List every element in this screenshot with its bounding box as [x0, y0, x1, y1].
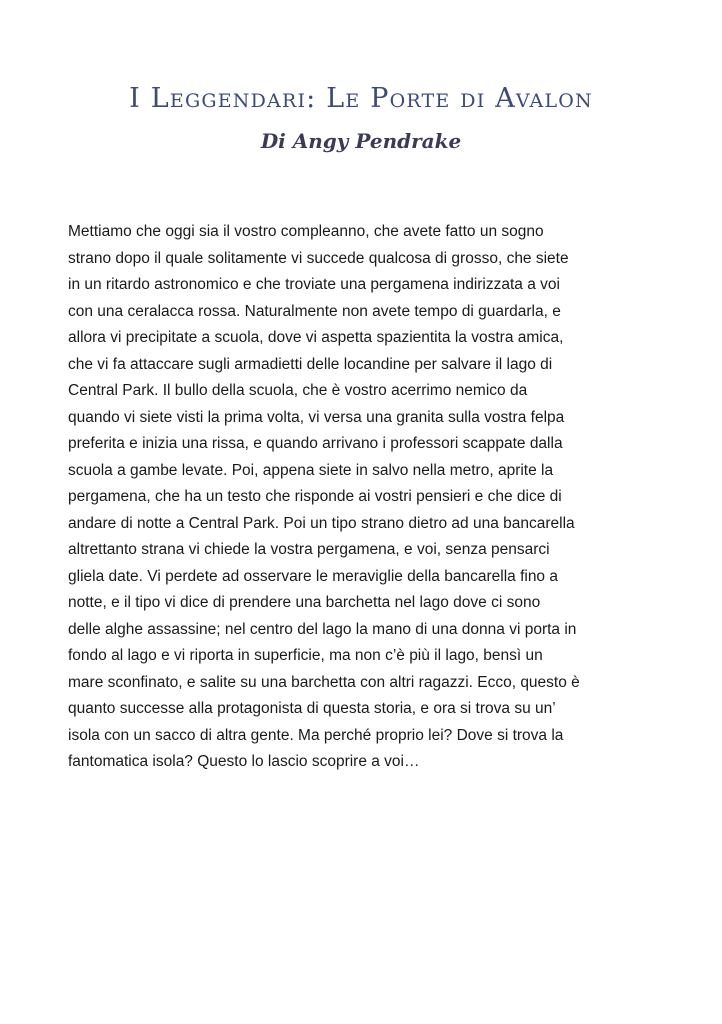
body-line: isola con un sacco di altra gente. Ma perché proprio lei? Dove si trova la [68, 726, 564, 744]
body-line: fantomatica isola? Questo lo lascio scoprire a voi… [68, 753, 420, 770]
body-line: pergamena, che ha un testo che risponde ai vostri pensieri e che dice di [68, 488, 562, 505]
body-line: notte, e il tipo vi dice di prendere una barchetta nel lago dove ci sono [68, 594, 541, 611]
document-body [68, 219, 668, 776]
body-line: fondo al lago e vi riporta in superficie, ma non c’è più il lago, bensì un [68, 647, 543, 664]
body-line: preferita e inizia una rissa, e quando arrivano i professori scappate dalla [68, 435, 563, 452]
body-line: quando vi siete visti la prima volta, vi versa una granita sulla vostra felpa [68, 408, 565, 426]
document-title: I Leggendari: Le Porte di Avalon [129, 83, 593, 114]
body-line: Central Park. Il bullo della scuola, che è vostro acerrimo nemico da [68, 382, 528, 399]
body-line: scuola a gambe levate. Poi, appena siete in salvo nella metro, aprite la [68, 461, 554, 479]
body-line: Mettiamo che oggi sia il vostro compleanno, che avete fatto un sogno [68, 223, 544, 240]
body-line: quanto successe alla protagonista di questa storia, e ora si trova su un’ [68, 700, 556, 717]
body-line: strano dopo il quale solitamente vi succede qualcosa di grosso, che siete [68, 249, 569, 267]
document-author: Di Angy Pendrake [260, 129, 462, 153]
body-line: con una ceralacca rossa. Naturalmente non avete tempo di guardarla, e [68, 302, 561, 320]
body-line: in un ritardo astronomico e che troviate una pergamena indirizzata a voi [68, 276, 560, 293]
body-line: gliela date. Vi perdete ad osservare le meraviglie della bancarella fino a [68, 567, 558, 585]
body-line: andare di notte a Central Park. Poi un tipo strano dietro ad una bancarella [68, 514, 575, 532]
body-line: altrettanto strana vi chiede la vostra pergamena, e voi, senza pensarci [68, 541, 550, 558]
body-line: mare sconfinato, e salite su una barchetta con altri ragazzi. Ecco, questo è [68, 673, 580, 691]
body-line: che vi fa attaccare sugli armadietti delle locandine per salvare il lago di [68, 355, 553, 373]
body-line: allora vi precipitate a scuola, dove vi aspetta spazientita la vostra amica, [68, 329, 564, 346]
body-line: delle alghe assassine; nel centro del lago la mano di una donna vi porta in [68, 620, 577, 638]
